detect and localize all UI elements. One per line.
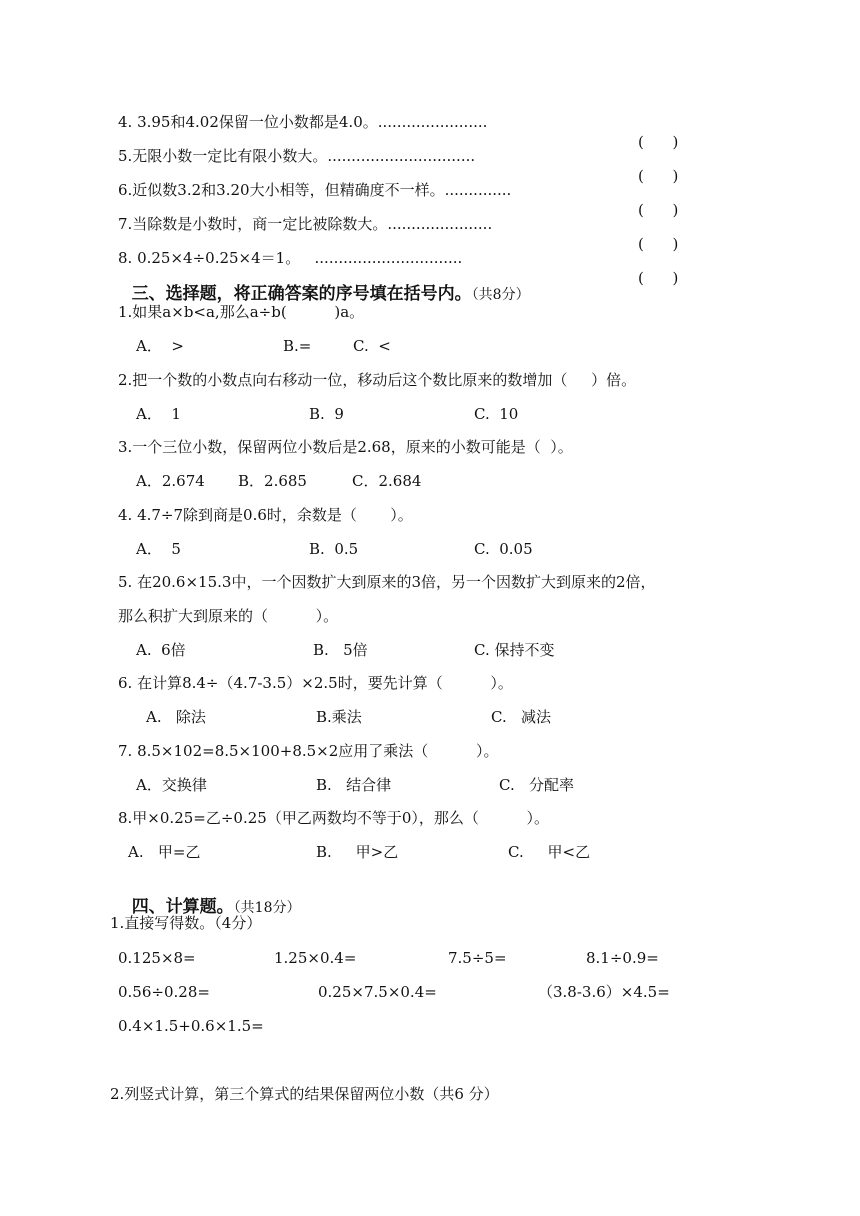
option-c[interactable]: C．2.684 [352,472,422,490]
choice-question-1: 1.如果a×b<a,那么a÷b( )a。 [118,303,365,321]
calc-expression: （3.8-3.6）×4.5= [538,983,670,1001]
option-a[interactable]: A. 6倍 [136,641,186,659]
option-a[interactable]: A． > [136,337,184,355]
option-b[interactable]: B．2.685 [238,472,307,490]
choice-question-2: 2.把一个数的小数点向右移动一位，移动后这个数比原来的数增加（ ）倍。 [118,371,637,389]
choice-question-5-cont: 那么积扩大到原来的（ ）。 [118,607,339,625]
option-a[interactable]: A. 除法 [146,708,206,726]
option-c[interactable]: C. 10 [474,405,519,423]
option-c[interactable]: C. < [353,337,391,355]
option-b[interactable]: B. 0.5 [309,540,359,558]
choice-question-8: 8.甲×0.25=乙÷0.25（甲乙两数均不等于0），那么（ ）。 [118,809,550,827]
answer-paren[interactable]: ( ) [638,235,679,253]
choice-question-6: 6. 在计算8.4÷（4.7-3.5）×2.5时，要先计算（ ）。 [118,674,513,692]
judge-text: 4. 3.95和4.02保留一位小数都是4.0。....................... [118,113,488,131]
choice-question-5: 5. 在20.6×15.3中，一个因数扩大到原来的3倍，另一个因数扩大到原来的2倍， [118,573,656,591]
option-c[interactable]: C. 甲<乙 [508,843,591,861]
calc-expression: 1.25×0.4= [274,949,357,967]
judge-text: 7.当除数是小数时，商一定比被除数大。...................... [118,215,493,233]
calc-expression: 0.125×8= [118,949,196,967]
option-b[interactable]: B. 甲>乙 [316,843,399,861]
answer-paren[interactable]: ( ) [638,269,679,287]
calc-expression: 7.5÷5= [448,949,507,967]
calc-expression: 8.1÷0.9= [586,949,659,967]
option-c[interactable]: C. 分配率 [499,776,575,794]
option-b[interactable]: B.乘法 [316,708,362,726]
option-a[interactable]: A．交换律 [136,776,207,794]
calc-part-2-title: 2.列竖式计算，第三个算式的结果保留两位小数（共6 分） [110,1085,499,1103]
answer-paren[interactable]: ( ) [638,133,679,151]
option-a[interactable]: A. 甲=乙 [128,843,201,861]
judge-text: 8. 0.25×4÷0.25×4＝1。 ............................... [118,249,463,267]
calc-expression: 0.4×1.5+0.6×1.5= [118,1017,264,1035]
option-c[interactable]: C. 0.05 [474,540,533,558]
option-b[interactable]: B. 结合律 [316,776,392,794]
option-b[interactable]: B.= [283,337,312,355]
judge-text: 6.近似数3.2和3.20大小相等，但精确度不一样。.............. [118,181,512,199]
section-score: （共18分） [233,900,301,916]
calc-expression: 0.56÷0.28= [118,983,210,1001]
option-b[interactable]: B. 9 [309,405,344,423]
choice-question-4: 4. 4.7÷7除到商是0.6时，余数是（ ）。 [118,506,413,524]
option-a[interactable]: A． 5 [136,540,181,558]
option-a[interactable]: A．2.674 [136,472,205,490]
answer-paren[interactable]: ( ) [638,167,679,185]
section-title: 三、选择题，将正确答案的序号填在括号内。 [131,284,472,304]
section-title: 四、计算题。 [131,897,234,917]
calc-part-1-title: 1.直接写得数。（4分） [110,914,262,932]
judge-text: 5.无限小数一定比有限小数大。............................... [118,147,476,165]
choice-question-7: 7. 8.5×102=8.5×100+8.5×2应用了乘法（ ）。 [118,742,499,760]
answer-paren[interactable]: ( ) [638,201,679,219]
option-b[interactable]: B. 5倍 [313,641,368,659]
option-a[interactable]: A． 1 [136,405,181,423]
section-score: （共8分） [471,287,530,303]
calc-expression: 0.25×7.5×0.4= [318,983,437,1001]
option-c[interactable]: C. 减法 [491,708,552,726]
option-c[interactable]: C. 保持不变 [474,641,555,659]
choice-question-3: 3.一个三位小数，保留两位小数后是2.68，原来的小数可能是（ ）。 [118,438,573,456]
